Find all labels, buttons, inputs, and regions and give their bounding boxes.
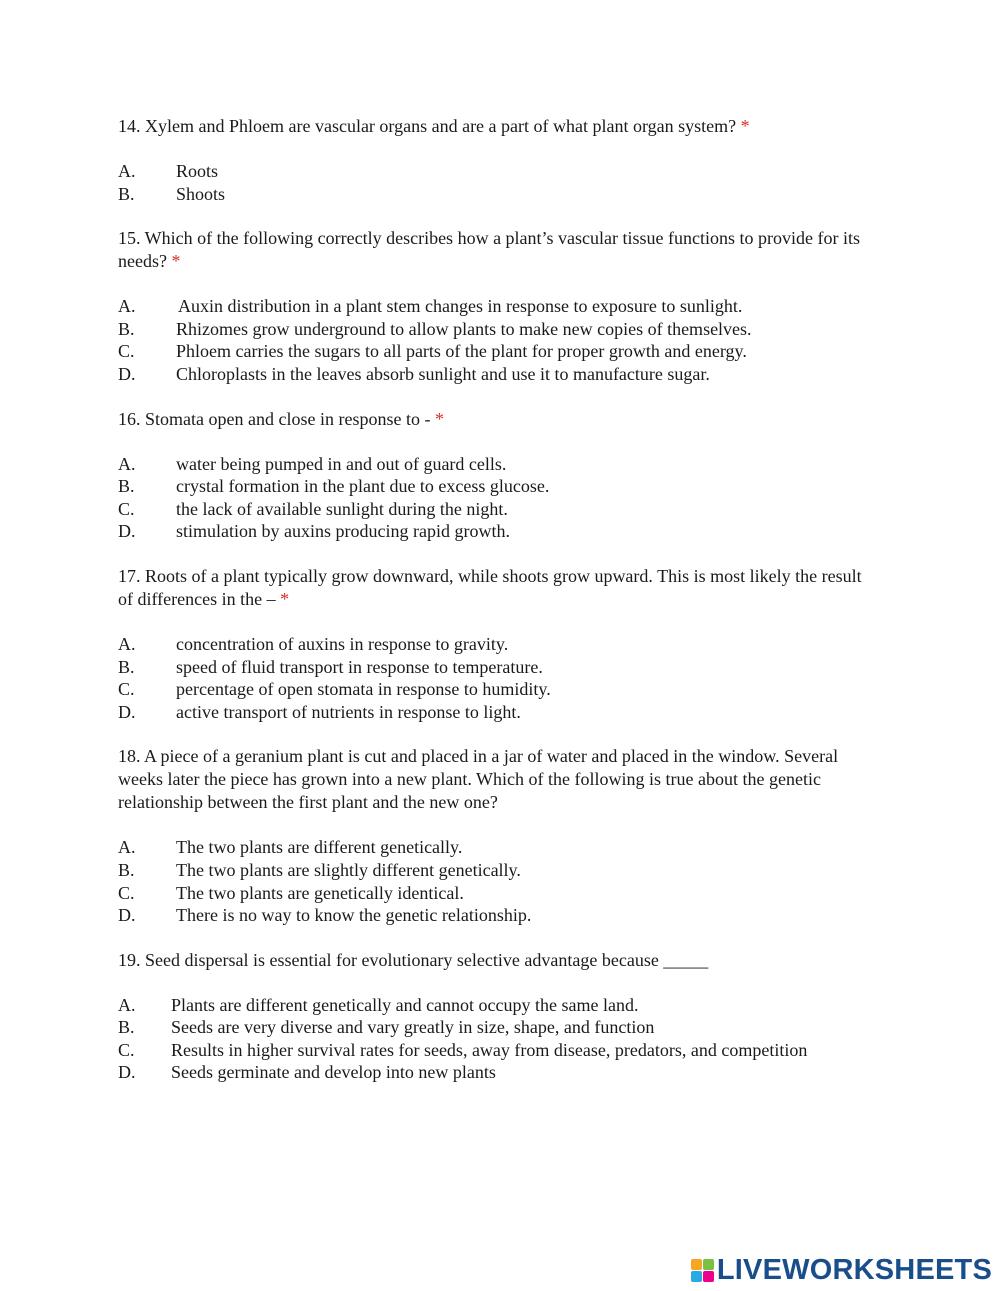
answer-option[interactable] [118, 904, 878, 927]
option-text: stimulation by auxins producing rapid growth. [176, 521, 510, 542]
question-15 [118, 227, 878, 385]
option-letter: C. [118, 882, 135, 903]
answer-option[interactable] [118, 363, 878, 386]
question-stem: 19. Seed dispersal is essential for evolutionary selective advantage because _____ [118, 949, 709, 970]
answer-option[interactable] [118, 882, 878, 905]
logo-block-e [703, 1271, 714, 1282]
option-text: Auxin distribution in a plant stem changes in response to exposure to sunlight. [178, 296, 743, 317]
answer-options [118, 160, 878, 205]
question-stem: 16. Stomata open and close in response to - * [118, 408, 444, 429]
option-text: The two plants are different genetically. [176, 837, 463, 858]
option-letter: A. [118, 633, 136, 654]
answer-option[interactable] [118, 1016, 878, 1039]
option-letter: D. [118, 1062, 136, 1083]
logo-block-l [691, 1259, 702, 1270]
option-letter: B. [118, 1017, 135, 1038]
logo-text: LIVEWORKSHEETS [716, 1253, 992, 1286]
answer-options [118, 994, 878, 1084]
option-text: The two plants are genetically identical. [176, 882, 464, 903]
answer-options [118, 453, 878, 543]
required-asterisk: * [434, 408, 444, 429]
required-asterisk: * [740, 116, 750, 136]
option-text: concentration of auxins in response to gravity. [176, 633, 509, 654]
option-text: percentage of open stomata in response to humidity. [176, 679, 551, 700]
answer-option[interactable] [118, 183, 878, 206]
question-14 [118, 115, 878, 205]
option-text: Roots [176, 161, 219, 181]
option-letter: D. [118, 701, 136, 722]
answer-option[interactable] [118, 633, 878, 656]
answer-option[interactable] [118, 859, 878, 882]
answer-option[interactable] [118, 340, 878, 363]
option-letter: A. [118, 296, 136, 317]
option-text: crystal formation in the plant due to excess glucose. [176, 476, 550, 497]
question-19 [118, 949, 878, 1084]
option-text: active transport of nutrients in response to light. [176, 701, 521, 722]
question-stem: 17. Roots of a plant typically grow downward, while shoots grow upward. This is most likely the result of differences in the – * [118, 565, 862, 609]
worksheet-page [118, 115, 878, 1106]
option-letter: B. [118, 859, 135, 880]
answer-option[interactable] [118, 1039, 878, 1062]
option-letter: A. [118, 837, 136, 858]
option-letter: A. [118, 994, 136, 1015]
option-text: The two plants are slightly different genetically. [176, 859, 521, 880]
question-stem: 18. A piece of a geranium plant is cut and placed in a jar of water and placed in the window. Several weeks later the piece has grown into a new plant. Which of the following is true about the genetic relationship between the first plant and the new one? [118, 746, 839, 813]
option-letter: D. [118, 363, 136, 384]
option-letter: C. [118, 1039, 135, 1060]
option-text: Plants are different genetically and cannot occupy the same land. [171, 994, 639, 1015]
option-letter: C. [118, 679, 135, 700]
option-text: speed of fluid transport in response to temperature. [176, 656, 543, 677]
question-stem: 14. Xylem and Phloem are vascular organs and are a part of what plant organ system? * [118, 116, 750, 136]
answer-options [118, 633, 878, 723]
option-text: Shoots [176, 183, 226, 204]
question-stem: 15. Which of the following correctly describes how a plant’s vascular tissue functions to provide for its needs? * [118, 228, 860, 272]
required-asterisk: * [280, 588, 290, 609]
answer-options [118, 295, 878, 385]
option-text: Results in higher survival rates for seeds, away from disease, predators, and competition [171, 1039, 808, 1060]
option-letter: A. [118, 161, 136, 181]
option-text: Phloem carries the sugars to all parts of the plant for proper growth and energy. [176, 341, 747, 362]
option-letter: A. [118, 453, 136, 474]
answer-option[interactable] [118, 656, 878, 679]
option-letter: B. [118, 183, 135, 204]
option-text: water being pumped in and out of guard cells. [176, 453, 507, 474]
option-letter: B. [118, 318, 135, 339]
option-text: the lack of available sunlight during the night. [176, 498, 508, 519]
answer-option[interactable] [118, 318, 878, 341]
option-letter: C. [118, 498, 135, 519]
answer-option[interactable] [118, 475, 878, 498]
answer-option[interactable] [118, 1061, 878, 1084]
answer-option[interactable] [118, 836, 878, 859]
option-letter: B. [118, 656, 135, 677]
option-text: Seeds germinate and develop into new plants [171, 1062, 496, 1083]
answer-option[interactable] [118, 678, 878, 701]
logo-block-v [691, 1271, 702, 1282]
option-text: Rhizomes grow underground to allow plants to make new copies of themselves. [176, 318, 752, 339]
question-18 [118, 745, 878, 926]
option-text: Seeds are very diverse and vary greatly in size, shape, and function [171, 1017, 655, 1038]
answer-option[interactable] [118, 701, 878, 724]
required-asterisk: * [171, 251, 181, 272]
option-letter: C. [118, 341, 135, 362]
option-letter: D. [118, 521, 136, 542]
liveworksheets-logo [691, 1253, 992, 1287]
logo-blocks-icon [691, 1259, 714, 1282]
answer-option[interactable] [118, 295, 878, 318]
option-letter: B. [118, 476, 135, 497]
logo-block-i [703, 1259, 714, 1270]
answer-option[interactable] [118, 994, 878, 1017]
option-text: Chloroplasts in the leaves absorb sunlight and use it to manufacture sugar. [176, 363, 710, 384]
answer-options [118, 836, 878, 926]
answer-option[interactable] [118, 160, 878, 183]
question-17 [118, 565, 878, 723]
option-letter: D. [118, 905, 136, 926]
option-text: There is no way to know the genetic relationship. [176, 905, 532, 926]
answer-option[interactable] [118, 453, 878, 476]
answer-option[interactable] [118, 520, 878, 543]
question-16 [118, 408, 878, 543]
answer-option[interactable] [118, 498, 878, 521]
